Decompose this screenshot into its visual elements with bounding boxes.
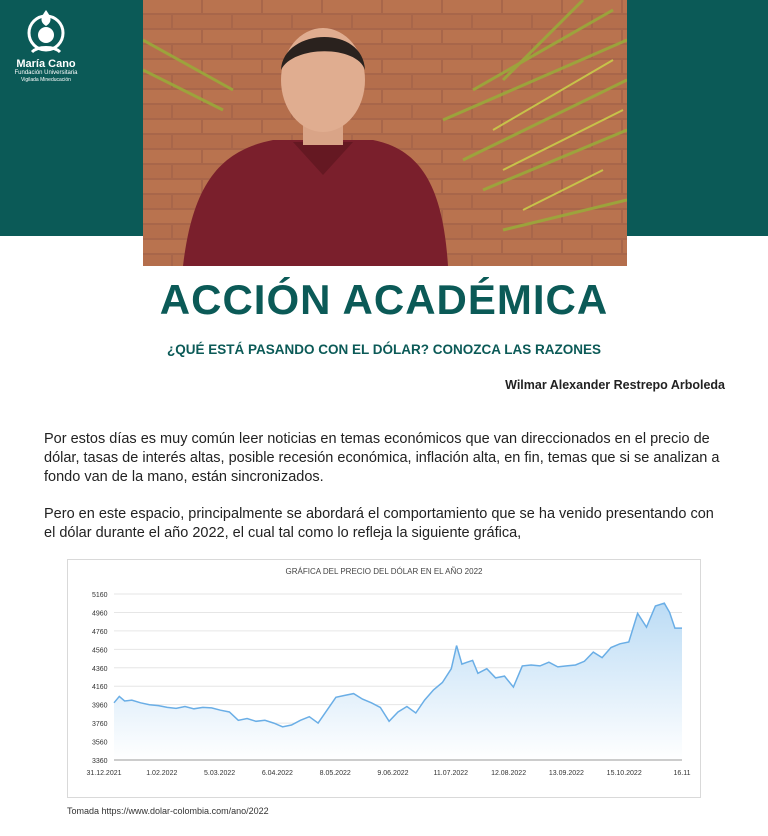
y-tick-label: 4960 <box>92 610 108 618</box>
y-tick-label: 3560 <box>92 739 108 747</box>
source-credit: Tomada https://www.dolar-colombia.com/ano/2022 <box>67 806 269 816</box>
logo-icon <box>24 8 68 58</box>
logo-subtitle: Fundación Universitaria <box>14 70 78 76</box>
chart-plot <box>68 560 700 797</box>
y-tick-label: 4760 <box>92 628 108 636</box>
y-tick-label: 3360 <box>92 758 108 765</box>
x-tick-label: 5.03.2022 <box>204 770 236 777</box>
author-photo <box>143 0 627 266</box>
x-tick-label: 15.10.2022 <box>606 770 642 777</box>
page-title: ACCIÓN ACADÉMICA <box>159 276 609 323</box>
logo-name: María Cano <box>16 58 76 70</box>
dollar-price-chart <box>67 559 701 798</box>
x-tick-label: 8.05.2022 <box>319 770 351 777</box>
x-tick-label: 9.06.2022 <box>377 770 409 777</box>
x-tick-label: 1.02.2022 <box>146 770 178 777</box>
x-tick-label: 16.11 <box>673 770 691 777</box>
x-tick-label: 12.08.2022 <box>491 770 527 777</box>
brand-logo <box>10 8 82 83</box>
body-paragraph-1: Por estos días es muy común leer noticias en temas económicos que van direccionados en el precio de dólar, tasas de interés altas, posible recesión económica, inflación alta, en fin, temas que si se analizan a fondo van de la mano, están sincronizados. <box>44 431 720 485</box>
chart-title: GRÁFICA DEL PRECIO DEL DÓLAR EN EL AÑO 2022 <box>285 567 483 576</box>
y-tick-label: 5160 <box>92 592 108 599</box>
y-tick-label: 3960 <box>92 702 108 710</box>
y-tick-label: 3760 <box>92 721 108 729</box>
body-paragraph-2: Pero en este espacio, principalmente se abordará el comportamiento que se ha venido presentando con el dólar durante el año 2022, el cual tal como lo refleja la siguiente gráfica, <box>44 506 714 541</box>
article-subtitle: ¿QUÉ ESTÁ PASANDO CON EL DÓLAR? CONOZCA LAS RAZONES <box>166 342 601 357</box>
y-tick-label: 4560 <box>92 647 108 655</box>
y-tick-label: 4160 <box>92 684 108 692</box>
author-name: Wilmar Alexander Restrepo Arboleda <box>505 378 725 392</box>
x-tick-label: 6.04.2022 <box>261 770 293 777</box>
x-tick-label: 31.12.2021 <box>86 770 122 777</box>
logo-vigilada: Vigilada Mineducación <box>21 77 71 83</box>
x-tick-label: 13.09.2022 <box>548 770 584 777</box>
x-tick-label: 11.07.2022 <box>433 770 469 777</box>
price-area <box>114 603 682 760</box>
y-tick-label: 4360 <box>92 665 108 673</box>
